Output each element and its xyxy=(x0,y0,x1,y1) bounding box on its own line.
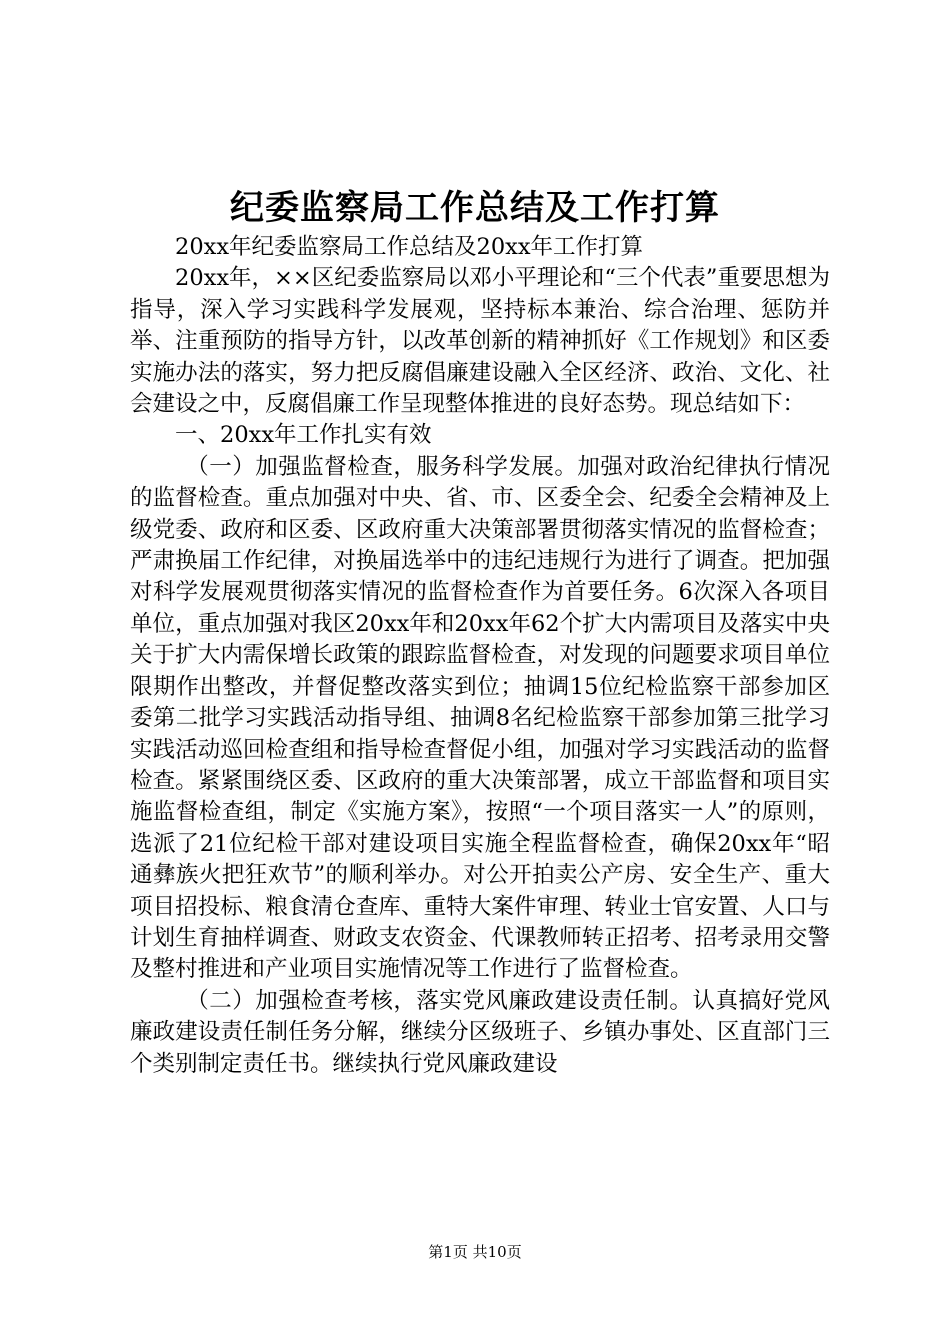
page-number: 第1页 共10页 xyxy=(428,1243,522,1261)
body-paragraph: （一）加强监督检查，服务科学发展。加强对政治纪律执行情况的监督检查。重点加强对中央、省、市、区委全会、纪委全会精神及上级党委、政府和区委、区政府重大决策部署贯彻落实情况的监督检查；严肃换届工作纪律，对换届选举中的违纪违规行为进行了调查。把加强对科学发展观贯彻落实情况的监督检查作为首要任务。6次深入各项目单位，重点加强对我区20xx年和20xx年62个扩大内需项目及落实中央关于扩大内需保增长政策的跟踪监督检查，对发现的问题要求项目单位限期作出整改，并督促整改落实到位；抽调15位纪检监察干部参加区委第二批学习实践活动指导组、抽调8名纪检监察干部参加第三批学习实践活动巡回检查组和指导检查督促小组，加强对学习实践活动的监督检查。紧紧围绕区委、区政府的重大决策部署，成立干部监督和项目实施监督检查组，制定《实施方案》，按照“一个项目落实一人”的原则，选派了21位纪检干部对建设项目实施全程监督检查，确保20xx年“昭通彝族火把狂欢节”的顺利举办。对公开拍卖公产房、安全生产、重大项目招投标、粮食清仓查库、重特大案件审理、转业士官安置、人口与计划生育抽样调查、财政支农资金、代课教师转正招考、招考录用交警及整村推进和产业项目实施情况等工作进行了监督检查。 xyxy=(130,453,830,983)
intro-paragraph: 20xx年，××区纪委监察局以邓小平理论和“三个代表”重要思想为指导，深入学习实践科学发展观，坚持标本兼治、综合治理、惩防并举、注重预防的指导方针，以改革创新的精神抓好《工作规划》和区委实施办法的落实，努力把反腐倡廉建设融入全区经济、政治、文化、社会建设之中，反腐倡廉工作呈现整体推进的良好态势。现总结如下： xyxy=(130,265,830,418)
subtitle-paragraph: 20xx年纪委监察局工作总结及20xx年工作打算 xyxy=(175,234,644,260)
document-title: 纪委监察局工作总结及工作打算 xyxy=(230,188,720,228)
body-paragraph: （二）加强检查考核，落实党风廉政建设责任制。认真搞好党风廉政建设责任制任务分解，继续分区级班子、乡镇办事处、区直部门三个类别制定责任书。继续执行党风廉政建设 xyxy=(130,987,830,1077)
document-body xyxy=(130,232,830,1080)
section-heading: 一、20xx年工作扎实有效 xyxy=(175,422,432,449)
